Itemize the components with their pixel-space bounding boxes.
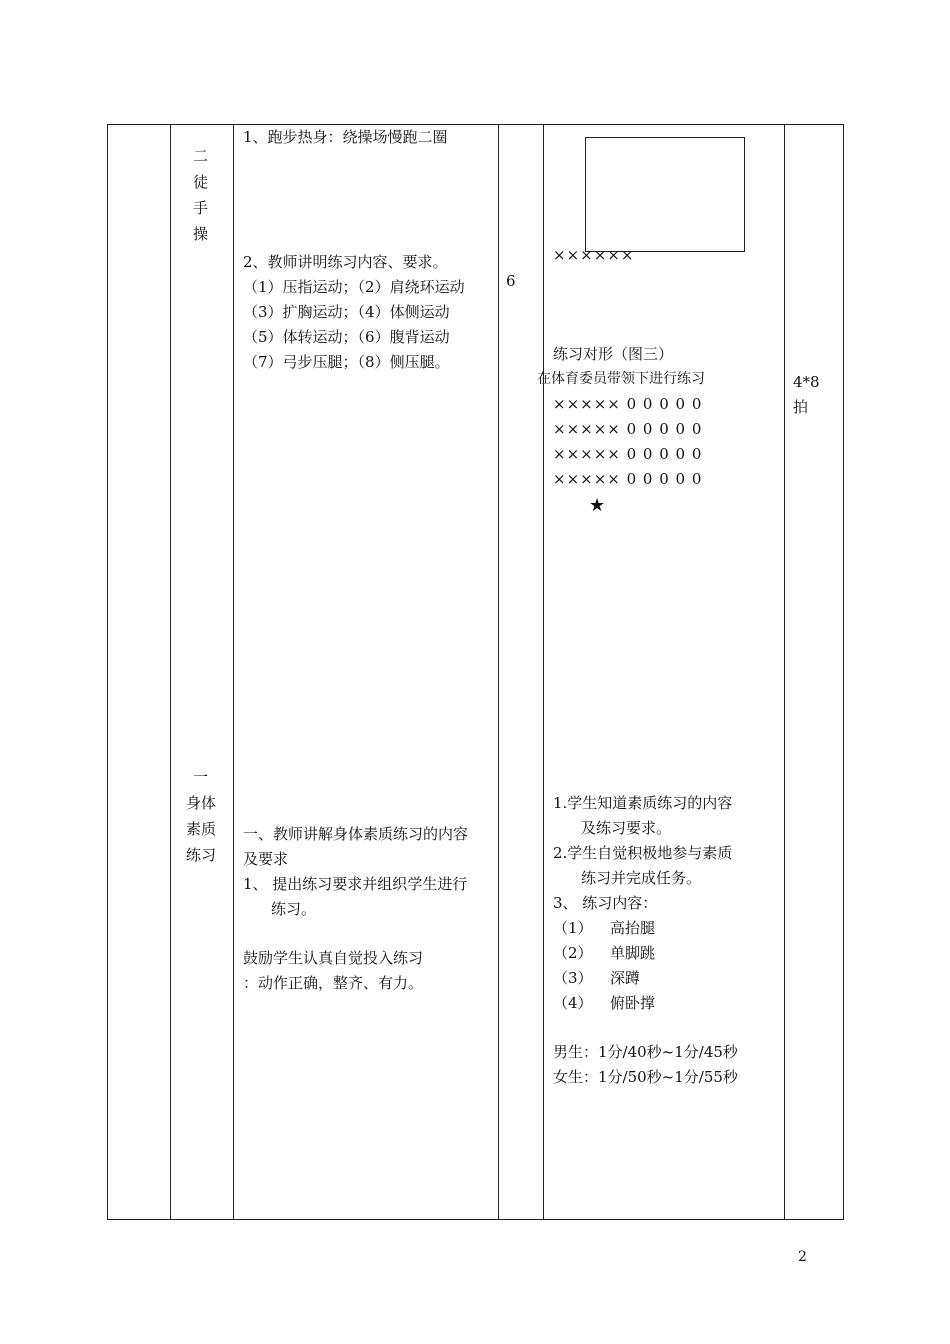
fitness-item-label: 单脚跳	[610, 944, 656, 962]
page-number: 2	[798, 1249, 807, 1265]
encourage-line: ：动作正确，整齐、有力。	[243, 974, 424, 992]
fitness-org-line: 练习并完成任务。	[581, 869, 702, 887]
col-border-3	[498, 124, 499, 1220]
fitness-item-num: （1）	[553, 919, 593, 937]
fitness-explain-line: 及要求	[243, 850, 289, 868]
exercise-line: （1）压指运动；（2）肩绕环运动	[243, 278, 465, 296]
table-bottom-border	[107, 1219, 844, 1220]
col-border-2	[233, 124, 234, 1220]
formation-row: ××××× 0 0 0 0 0	[553, 470, 703, 488]
section-char: 身体	[186, 794, 217, 812]
beats-unit: 拍	[793, 398, 809, 416]
table-top-border	[107, 124, 844, 125]
fitness-org-line: 3、 练习内容：	[553, 894, 658, 912]
beats-count: 4*8	[793, 373, 820, 391]
exercise-line: （5）体转运动；（6）腹背运动	[243, 328, 450, 346]
fitness-item-label: 俯卧撑	[610, 994, 656, 1012]
section-char: 徒	[193, 173, 209, 191]
time-minutes: 6	[506, 272, 516, 290]
fitness-item-label: 高抬腿	[610, 919, 656, 937]
col-border-6	[843, 124, 844, 1220]
fitness-item-label: 深蹲	[610, 969, 641, 987]
col-border-5	[784, 124, 785, 1220]
fitness-item-num: （2）	[553, 944, 593, 962]
formation-row: ××××× 0 0 0 0 0	[553, 395, 703, 413]
section-char: 手	[193, 199, 209, 217]
standard-female: 女生：1分/50秒~1分/55秒	[553, 1068, 738, 1086]
col-border-0	[107, 124, 108, 1220]
section-char: 素质	[186, 820, 217, 838]
exercise-line: （7）弓步压腿；（8）侧压腿。	[243, 353, 450, 371]
fitness-explain-line: 练习。	[271, 900, 317, 918]
section-char: 二	[193, 147, 209, 165]
fitness-explain-line: 一、教师讲解身体素质练习的内容	[243, 825, 469, 843]
section-char: 操	[193, 225, 209, 243]
section-char: 练习	[186, 846, 217, 864]
exercise-line: （3）扩胸运动；（4）体侧运动	[243, 303, 450, 321]
formation-row: ××××× 0 0 0 0 0	[553, 420, 703, 438]
fitness-explain-line: 1、 提出练习要求并组织学生进行	[243, 875, 468, 893]
fitness-org-line: 1.学生知道素质练习的内容	[553, 794, 733, 812]
formation-note: 在体育委员带领下进行练习	[537, 371, 705, 387]
section-char: 一	[193, 768, 209, 786]
standard-male: 男生：1分/40秒~1分/45秒	[553, 1043, 738, 1061]
fitness-org-line: 及练习要求。	[581, 819, 672, 837]
field-rectangle	[585, 137, 745, 252]
teacher-explain-text: 2、教师讲明练习内容、要求。	[243, 253, 448, 271]
encourage-line: 鼓励学生认真自觉投入练习	[243, 949, 424, 967]
fitness-org-line: 2.学生自觉积极地参与素质	[553, 844, 733, 862]
warmup-text: 1、跑步热身：绕操场慢跑二圈	[243, 128, 448, 146]
col-border-1	[170, 124, 171, 1220]
formation-title: 练习对形（图三）	[553, 345, 674, 363]
fitness-item-num: （4）	[553, 994, 593, 1012]
top-formation-row: ××××××	[553, 246, 635, 264]
formation-row: ××××× 0 0 0 0 0	[553, 445, 703, 463]
teacher-star-icon: ★	[589, 495, 606, 516]
fitness-item-num: （3）	[553, 969, 593, 987]
col-border-4	[543, 124, 544, 1220]
